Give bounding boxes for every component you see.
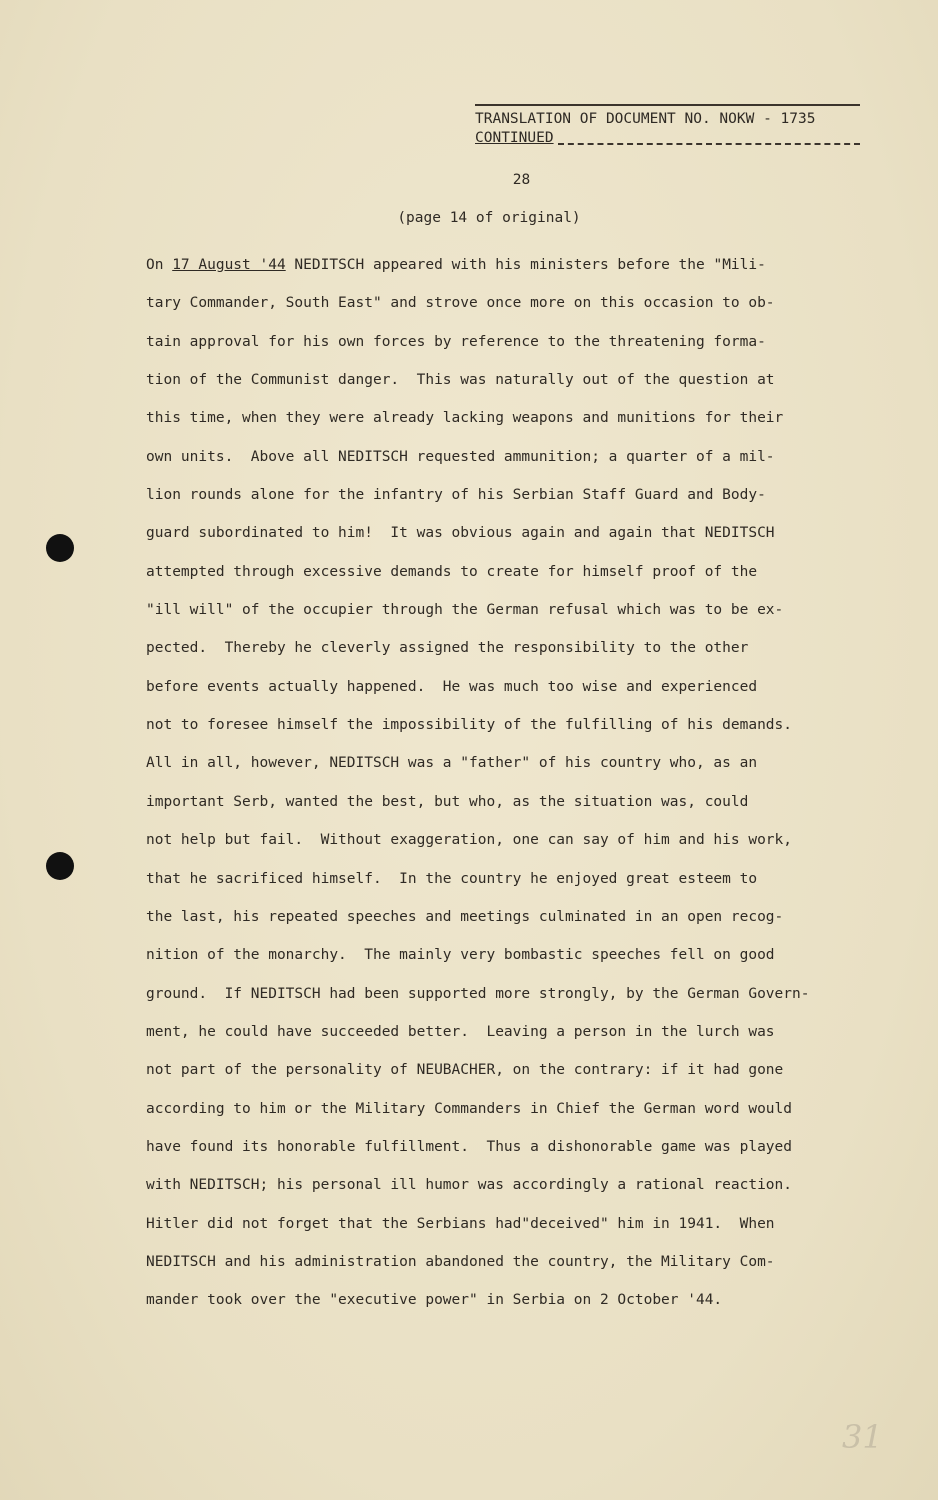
body-line: lion rounds alone for the infantry of his Serbian Staff Guard and Body-: [146, 487, 766, 504]
body-date-underlined: 17 August '44: [172, 257, 286, 273]
body-line: this time, when they were already lacking weapons and munitions for their: [146, 410, 784, 427]
body-text: [146, 246, 886, 1320]
body-line: NEDITSCH and his administration abandoned the country, the Military Com-: [146, 1253, 775, 1270]
body-line: that he sacrificed himself. In the country he enjoyed great esteem to: [146, 870, 758, 887]
body-line: the last, his repeated speeches and meetings culminated in an open recog-: [146, 908, 784, 925]
body-line: mander took over the "executive power" in Serbia on 2 October '44.: [146, 1292, 723, 1309]
handwritten-page-note: 31: [842, 1418, 883, 1456]
body-line: not help but fail. Without exaggeration, one can say of him and his work,: [146, 832, 793, 849]
body-first-rest: NEDITSCH appeared with his ministers before the "Mili-: [285, 257, 766, 273]
header-continued-row: [475, 129, 860, 148]
body-line: have found its honorable fulfillment. Thus a dishonorable game was played: [146, 1138, 793, 1155]
body-line: tary Commander, South East" and strove once more on this occasion to ob-: [146, 295, 775, 312]
body-line: important Serb, wanted the best, but who, as the situation was, could: [146, 793, 749, 810]
body-line: pected. Thereby he cleverly assigned the responsibility to the other: [146, 640, 749, 657]
body-line: ground. If NEDITSCH had been supported more strongly, by the German Govern-: [146, 985, 810, 1002]
document-header: [475, 104, 860, 148]
body-line: before events actually happened. He was much too wise and experienced: [146, 678, 758, 695]
body-line-first: [146, 246, 886, 284]
body-line: nition of the monarchy. The mainly very bombastic speeches fell on good: [146, 947, 775, 964]
header-continued: CONTINUED: [475, 130, 554, 146]
body-line: All in all, however, NEDITSCH was a "father" of his country who, as an: [146, 755, 758, 772]
body-line: own units. Above all NEDITSCH requested ammunition; a quarter of a mil-: [146, 448, 775, 465]
header-rule-bottom: [558, 143, 860, 145]
body-line: not part of the personality of NEUBACHER, on the contrary: if it had gone: [146, 1062, 784, 1079]
body-line: "ill will" of the occupier through the German refusal which was to be ex-: [146, 602, 784, 619]
punch-hole-bottom: [46, 852, 74, 880]
body-line: tain approval for his own forces by reference to the threatening forma-: [146, 333, 766, 350]
body-line: not to foresee himself the impossibility of the fulfilling of his demands.: [146, 717, 793, 734]
header-title: TRANSLATION OF DOCUMENT NO. NOKW - 1735: [475, 111, 816, 127]
header-rule-top: [475, 104, 860, 106]
body-line: attempted through excessive demands to create for himself proof of the: [146, 563, 758, 580]
body-line: with NEDITSCH; his personal ill humor was accordingly a rational reaction.: [146, 1177, 793, 1194]
body-line: Hitler did not forget that the Serbians had"deceived" him in 1941. When: [146, 1215, 775, 1232]
page-number: 28: [512, 172, 531, 188]
body-line: tion of the Communist danger. This was naturally out of the question at: [146, 372, 775, 389]
body-line: ment, he could have succeeded better. Leaving a person in the lurch was: [146, 1023, 775, 1040]
body-line: according to him or the Military Commanders in Chief the German word would: [146, 1100, 793, 1117]
body-line: guard subordinated to him! It was obvious again and again that NEDITSCH: [146, 525, 775, 542]
body-prefix: On: [146, 257, 173, 273]
body-lines: [146, 284, 886, 1319]
original-page-reference: (page 14 of original): [397, 210, 581, 226]
punch-hole-top: [46, 534, 74, 562]
